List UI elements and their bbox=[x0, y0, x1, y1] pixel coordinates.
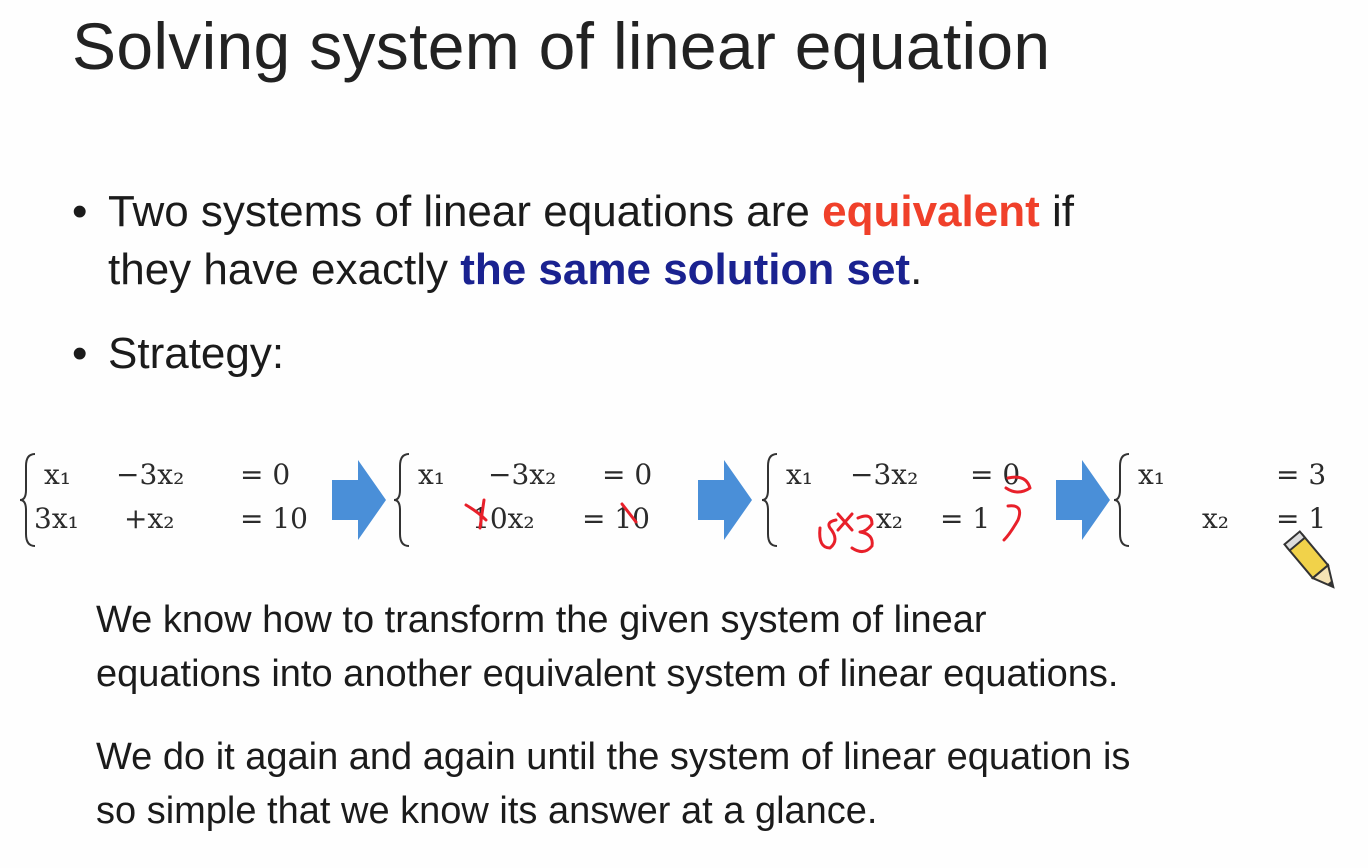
bullet-text-part: if bbox=[1039, 187, 1074, 236]
bullet-dot: • bbox=[72, 187, 88, 236]
equation-system-3 bbox=[760, 450, 1040, 550]
eq-term: x₂ bbox=[1202, 502, 1230, 535]
left-brace-icon bbox=[392, 450, 412, 550]
bullet-dot: • bbox=[72, 329, 88, 378]
right-arrow-icon bbox=[328, 458, 388, 542]
bullet-text-part: Two systems of linear equations are bbox=[108, 187, 823, 236]
keyword-equivalent: equivalent bbox=[822, 187, 1040, 236]
paragraph-repeat bbox=[96, 730, 1130, 838]
eq-term: x₁ bbox=[786, 458, 814, 491]
eq-rhs: = 1 bbox=[1276, 502, 1327, 535]
eq-term: +x₂ bbox=[124, 502, 175, 535]
left-brace-icon bbox=[1112, 450, 1132, 550]
eq-term: 3x₁ bbox=[34, 502, 79, 535]
equation-system-2 bbox=[392, 450, 672, 550]
eq-term: −3x₂ bbox=[850, 458, 919, 491]
bullet-text-part: . bbox=[910, 245, 923, 294]
eq-rhs: = 0 bbox=[240, 458, 291, 491]
eq-rhs: = 3 bbox=[1276, 458, 1327, 491]
left-brace-icon bbox=[760, 450, 780, 550]
eq-term: x₁ bbox=[44, 458, 72, 491]
equation-system-1 bbox=[18, 450, 318, 550]
slide-title: Solving system of linear equation bbox=[72, 9, 1051, 83]
left-brace-icon bbox=[18, 450, 38, 550]
bullet-text-line2 bbox=[108, 241, 922, 299]
eq-term: −3x₂ bbox=[116, 458, 185, 491]
paragraph-line: We know how to transform the given system of linear bbox=[96, 599, 987, 641]
right-arrow-icon bbox=[1052, 458, 1112, 542]
eq-rhs: = 10 bbox=[582, 502, 650, 535]
eq-rhs: = 0 bbox=[602, 458, 653, 491]
eq-rhs: = 1 bbox=[940, 502, 991, 535]
pencil-cursor-icon bbox=[1282, 528, 1346, 600]
keyword-same-solution-set: the same solution set bbox=[460, 245, 911, 294]
eq-term: −3x₂ bbox=[488, 458, 557, 491]
eq-term: x₁ bbox=[418, 458, 446, 491]
paragraph-line: so simple that we know its answer at a glance. bbox=[96, 790, 878, 832]
equation-sequence bbox=[0, 440, 1368, 580]
eq-term: 10x₂ bbox=[472, 502, 535, 535]
eq-term: x₁ bbox=[1138, 458, 1166, 491]
bullet-text-part: they have exactly bbox=[108, 245, 461, 294]
right-arrow-icon bbox=[694, 458, 754, 542]
paragraph-transform bbox=[96, 593, 1118, 701]
bullet-text bbox=[108, 183, 1074, 241]
paragraph-line: We do it again and again until the system of linear equation is bbox=[96, 736, 1131, 778]
eq-rhs: = 10 bbox=[240, 502, 308, 535]
bullet-text: Strategy: bbox=[108, 329, 285, 378]
eq-rhs: = 0 bbox=[970, 458, 1021, 491]
paragraph-line: equations into another equivalent system of linear equations. bbox=[96, 653, 1119, 695]
eq-term: x₂ bbox=[876, 502, 904, 535]
